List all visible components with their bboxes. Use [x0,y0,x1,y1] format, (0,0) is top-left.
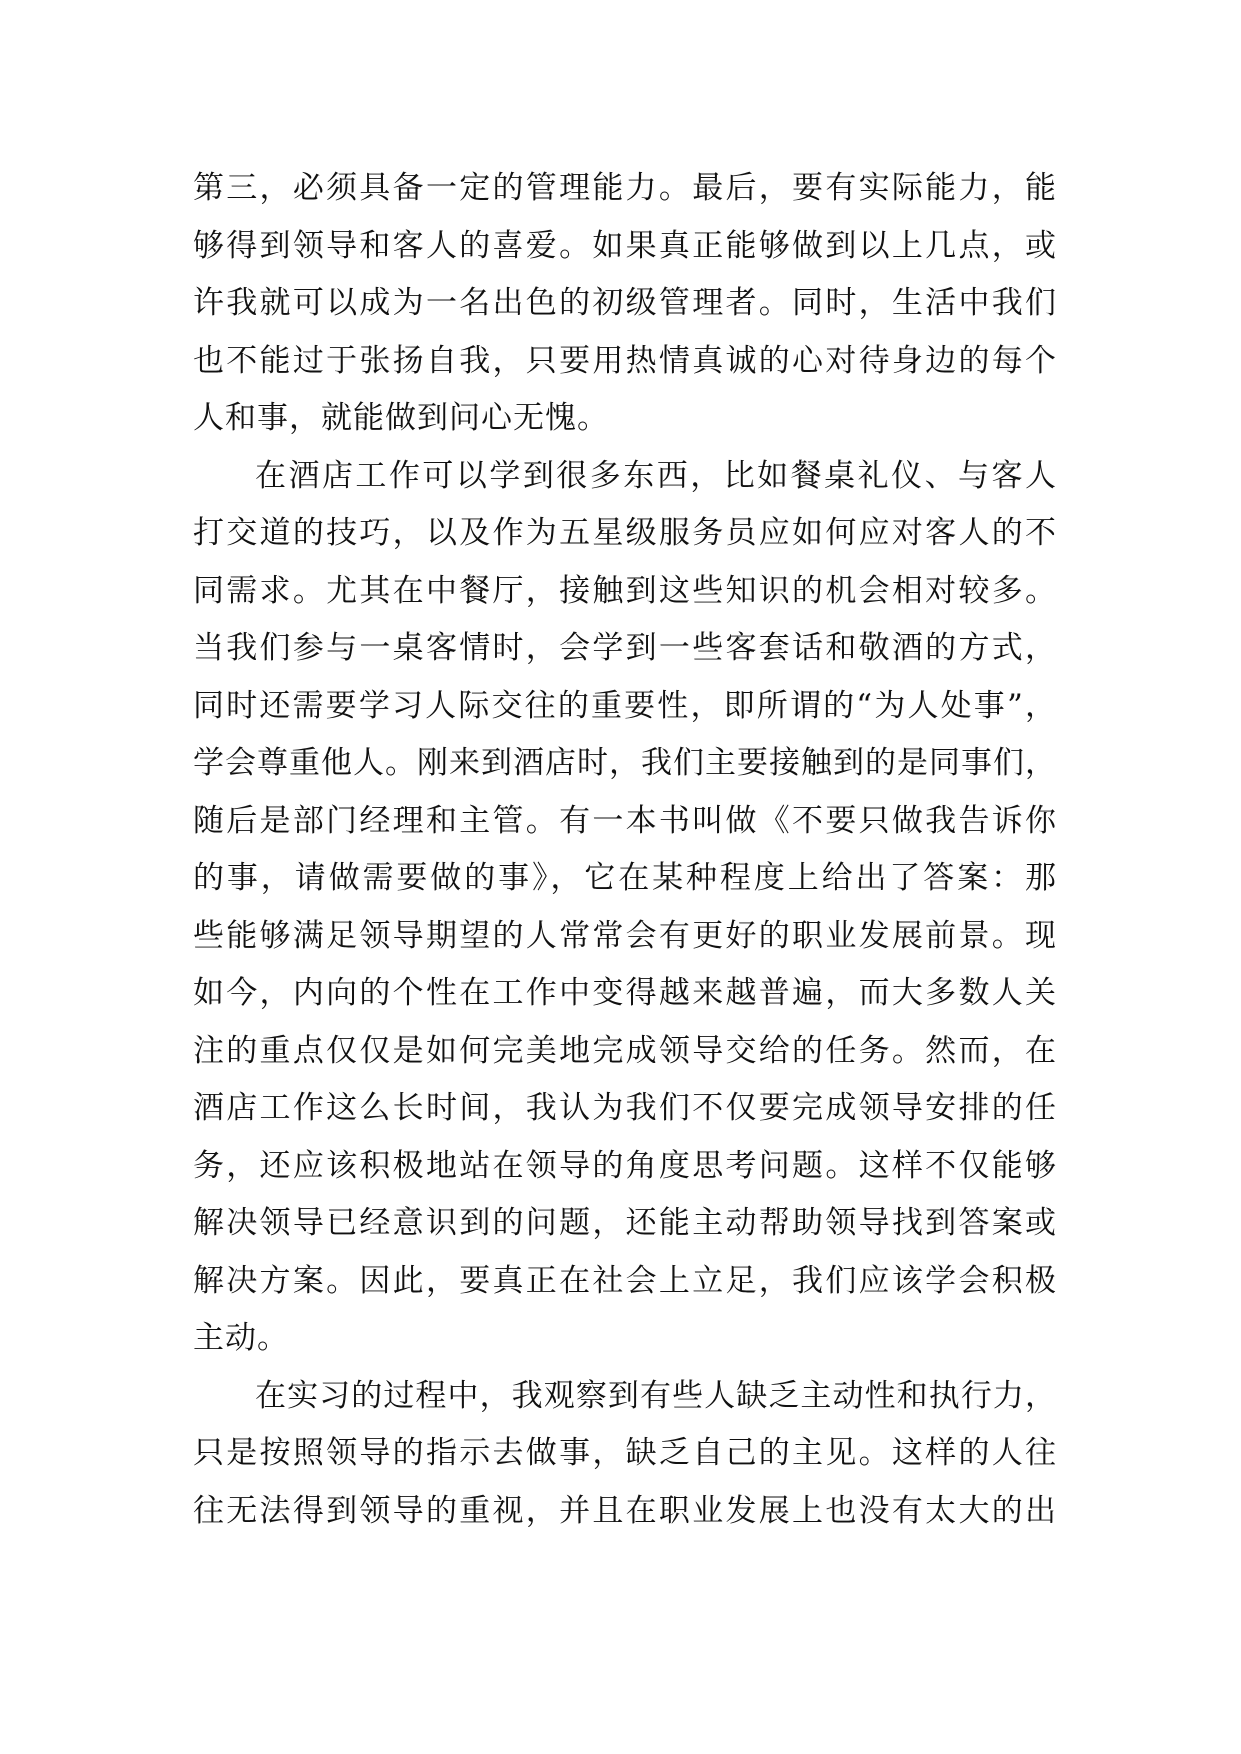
text-line: 酒店工作这么长时间，我认为我们不仅要完成领导安排的任 [193,1090,1057,1126]
text-line: 注的重点仅仅是如何完美地完成领导交给的任务。然而，在 [193,1032,1057,1069]
text-line: 只是按照领导的指示去做事，缺乏自己的主见。这样的人往 [193,1435,1057,1471]
text-line: 够得到领导和客人的喜爱。如果真正能够做到以上几点，或 [193,227,1057,264]
text-line: 在酒店工作可以学到很多东西，比如餐桌礼仪、与客人 [255,457,1057,494]
text-line: 打交道的技巧，以及作为五星级服务员应如何应对客人的不 [193,515,1057,551]
text-line: 些能够满足领导期望的人常常会有更好的职业发展前景。现 [193,917,1057,954]
text-line: 也不能过于张扬自我，只要用热情真诚的心对待身边的每个 [193,342,1057,379]
text-line: 务，还应该积极地站在领导的角度思考问题。这样不仅能够 [193,1147,1057,1184]
text-line: 解决方案。因此，要真正在社会上立足，我们应该学会积极 [193,1262,1057,1299]
text-line: 在实习的过程中，我观察到有些人缺乏主动性和执行力， [255,1377,1057,1414]
paragraph [193,160,1057,448]
text-line: 许我就可以成为一名出色的初级管理者。同时，生活中我们 [193,285,1057,321]
paragraph [193,1368,1057,1541]
body-text [193,160,1057,1540]
text-line: 同时还需要学习人际交往的重要性，即所谓的“为人处事”， [193,687,1057,724]
text-line: 人和事，就能做到问心无愧。 [193,400,609,436]
text-line: 的事，请做需要做的事》，它在某种程度上给出了答案：那 [193,860,1057,896]
text-line: 如今，内向的个性在工作中变得越来越普遍，而大多数人关 [193,975,1057,1011]
text-line: 第三，必须具备一定的管理能力。最后，要有实际能力，能 [193,170,1057,206]
text-line: 当我们参与一桌客情时，会学到一些客套话和敬酒的方式， [193,630,1057,666]
text-line: 往无法得到领导的重视，并且在职业发展上也没有太大的出 [193,1492,1057,1529]
text-line: 主动。 [193,1320,289,1356]
text-line: 学会尊重他人。刚来到酒店时，我们主要接触到的是同事们， [193,745,1057,781]
text-line: 随后是部门经理和主管。有一本书叫做《不要只做我告诉你 [193,802,1057,839]
text-line: 解决领导已经意识到的问题，还能主动帮助领导找到答案或 [193,1205,1057,1241]
text-line: 同需求。尤其在中餐厅，接触到这些知识的机会相对较多。 [193,572,1057,609]
paragraph [193,448,1057,1368]
